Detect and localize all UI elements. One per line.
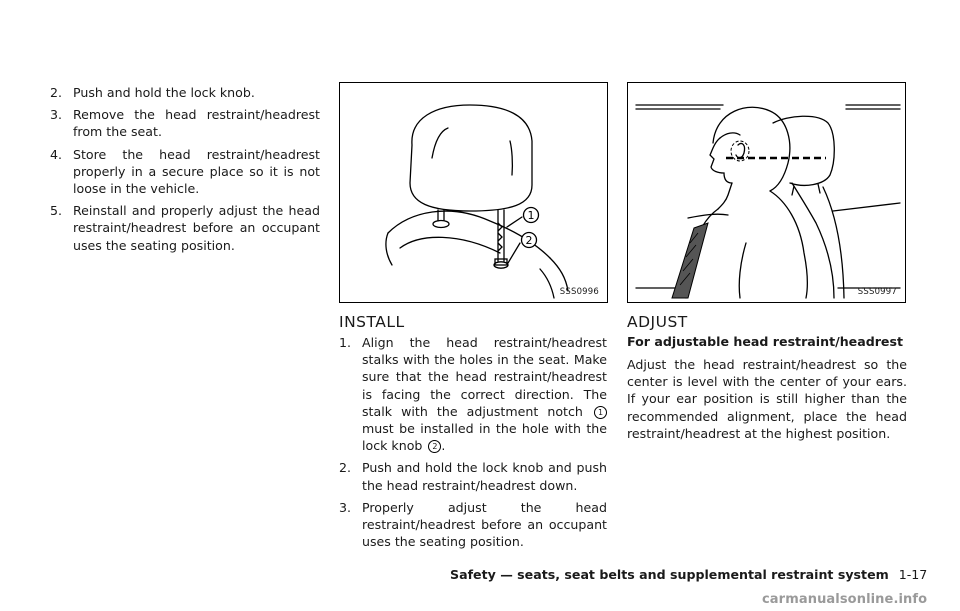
step-text-end: . bbox=[441, 438, 446, 454]
step-number: 3. bbox=[339, 499, 352, 515]
step-number: 3. bbox=[50, 107, 63, 123]
list-item bbox=[50, 146, 320, 198]
page-number: 1-17 bbox=[898, 567, 928, 582]
step-text: Store the head restraint/headrest properly in a secure place so it is not loose in the vehicle. bbox=[73, 146, 320, 197]
step-text: Properly adjust the head restraint/headrest before an occupant uses the seating position. bbox=[362, 499, 607, 550]
step-text: Align the head restraint/headrest stalks with the holes in the seat. Make sure that the head restraint/headrest is facing the correct direction. The stalk with the adjustment notch bbox=[362, 335, 607, 419]
callout-ref-2: 2 bbox=[428, 440, 441, 453]
step-text: Reinstall and properly adjust the head restraint/headrest before an occupant uses the seating position. bbox=[73, 203, 320, 253]
headrest-stalks-illustration bbox=[340, 83, 607, 302]
install-steps-list bbox=[339, 334, 607, 550]
step-number: 2. bbox=[339, 460, 352, 476]
callout-ref-1: 1 bbox=[594, 406, 607, 419]
list-item bbox=[50, 84, 320, 101]
list-item bbox=[339, 459, 607, 493]
list-item bbox=[50, 106, 320, 140]
install-section bbox=[339, 334, 607, 555]
figure-code: SSS0996 bbox=[559, 287, 599, 297]
removal-steps-list bbox=[50, 84, 320, 254]
step-text: must be installed in the hole with the lock knob bbox=[362, 421, 607, 454]
list-item bbox=[339, 499, 607, 551]
adjust-heading: ADJUST bbox=[627, 313, 688, 331]
figure-headrest-alignment bbox=[627, 82, 906, 303]
step-number: 2. bbox=[50, 85, 63, 100]
list-item bbox=[339, 334, 607, 454]
watermark: carmanualsonline.info bbox=[762, 592, 928, 607]
install-heading: INSTALL bbox=[339, 313, 405, 331]
figure-headrest-stalks bbox=[339, 82, 608, 303]
page-footer bbox=[450, 567, 928, 582]
left-column bbox=[50, 84, 320, 259]
step-text: Push and hold the lock knob and push the head restraint/headrest down. bbox=[362, 460, 607, 493]
step-number: 5. bbox=[50, 203, 63, 219]
step-number: 4. bbox=[50, 146, 63, 162]
callout-1: 1 bbox=[527, 209, 535, 222]
figure-code: SSS0997 bbox=[857, 287, 897, 297]
step-number: 1. bbox=[339, 335, 352, 350]
footer-title: Safety — seats, seat belts and supplemental restraint system bbox=[450, 567, 889, 582]
list-item bbox=[50, 202, 320, 254]
adjust-paragraph: Adjust the head restraint/headrest so the center is level with the center of your ears. If your ear position is still higher than the recommended alignment, place the head restraint/headrest at the highest position. bbox=[627, 357, 907, 441]
headrest-alignment-illustration bbox=[628, 83, 905, 302]
step-text: Push and hold the lock knob. bbox=[73, 85, 255, 100]
adjust-subheading: For adjustable head restraint/headrest bbox=[627, 334, 903, 349]
callout-2: 2 bbox=[525, 234, 533, 247]
step-text: Remove the head restraint/headrest from the seat. bbox=[73, 107, 320, 140]
